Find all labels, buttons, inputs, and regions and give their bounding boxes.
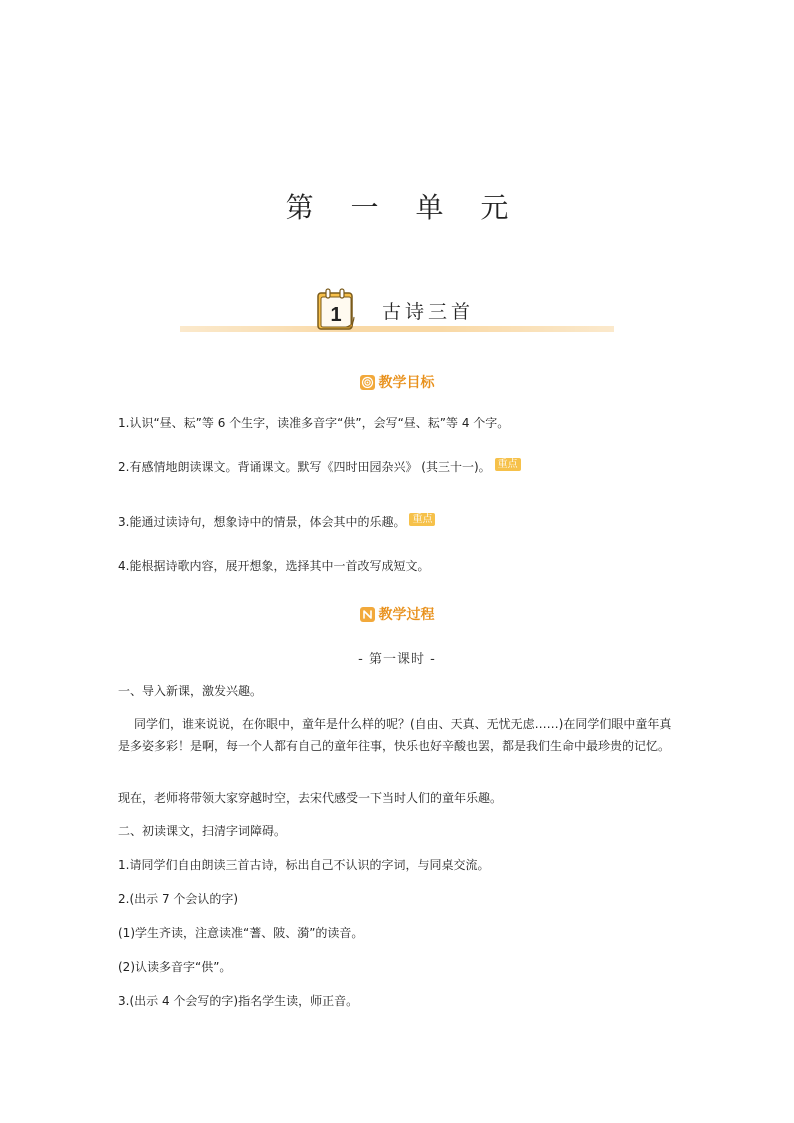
lesson-number: 1 <box>330 304 342 326</box>
objective-item-2 <box>118 458 521 476</box>
process-heading <box>0 604 794 624</box>
objective-item-1: 1.认识“昼、耘”等 6 个生字，读准多音字“供”，会写“昼、耘”等 4 个字。 <box>118 416 510 430</box>
process-icon <box>360 607 375 622</box>
process-line-6: 2.(出示 7 个会认的字) <box>118 892 239 906</box>
objective-item-2-text: 2.有感情地朗读课文。背诵课文。默写《四时田园杂兴》 (其三十一)。 <box>118 460 491 474</box>
process-heading-text: 教学过程 <box>378 607 435 623</box>
lesson-underline-bar <box>180 326 614 332</box>
process-line-9: 3.(出示 4 个会写的字)指名学生读，师正音。 <box>118 994 359 1008</box>
process-line-5: 1.请同学们自由朗读三首古诗，标出自己不认识的字词，与同桌交流。 <box>118 858 490 872</box>
objective-item-3-text: 3.能通过读诗句，想象诗中的情景，体会其中的乐趣。 <box>118 515 406 529</box>
objectives-heading-text: 教学目标 <box>378 375 435 391</box>
lesson-header <box>180 285 614 337</box>
objectives-heading <box>0 372 794 392</box>
period-label: - 第一课时 - <box>358 652 436 667</box>
process-line-7: (1)学生齐读，注意读准“蓍、陂、漪”的读音。 <box>118 926 364 940</box>
lesson-title: 古诗三首 <box>382 301 475 323</box>
calendar-number-icon <box>316 287 358 333</box>
process-paragraph: 同学们，谁来说说，在你眼中，童年是什么样的呢？(自由、天真、无忧无虑……)在同学们眼中童年真是多姿多彩！是啊，每一个人都有自己的童年往事，快乐也好辛酸也罢，都是我们生命中最珍贵的记忆。 <box>118 717 672 753</box>
target-icon <box>360 375 375 390</box>
key-point-badge: 重点 <box>495 458 521 471</box>
process-line-1: 一、导入新课，激发兴趣。 <box>118 684 263 698</box>
unit-title: 第 一 单 元 <box>285 191 523 224</box>
process-line-4: 二、初读课文，扫清字词障碍。 <box>118 824 287 838</box>
objective-item-3 <box>118 513 435 531</box>
process-line-8: (2)认读多音字“供”。 <box>118 960 232 974</box>
objective-item-4: 4.能根据诗歌内容，展开想象，选择其中一首改写成短文。 <box>118 559 430 573</box>
key-point-badge: 重点 <box>409 513 435 526</box>
process-line-3: 现在，老师将带领大家穿越时空，去宋代感受一下当时人们的童年乐趣。 <box>118 791 503 805</box>
